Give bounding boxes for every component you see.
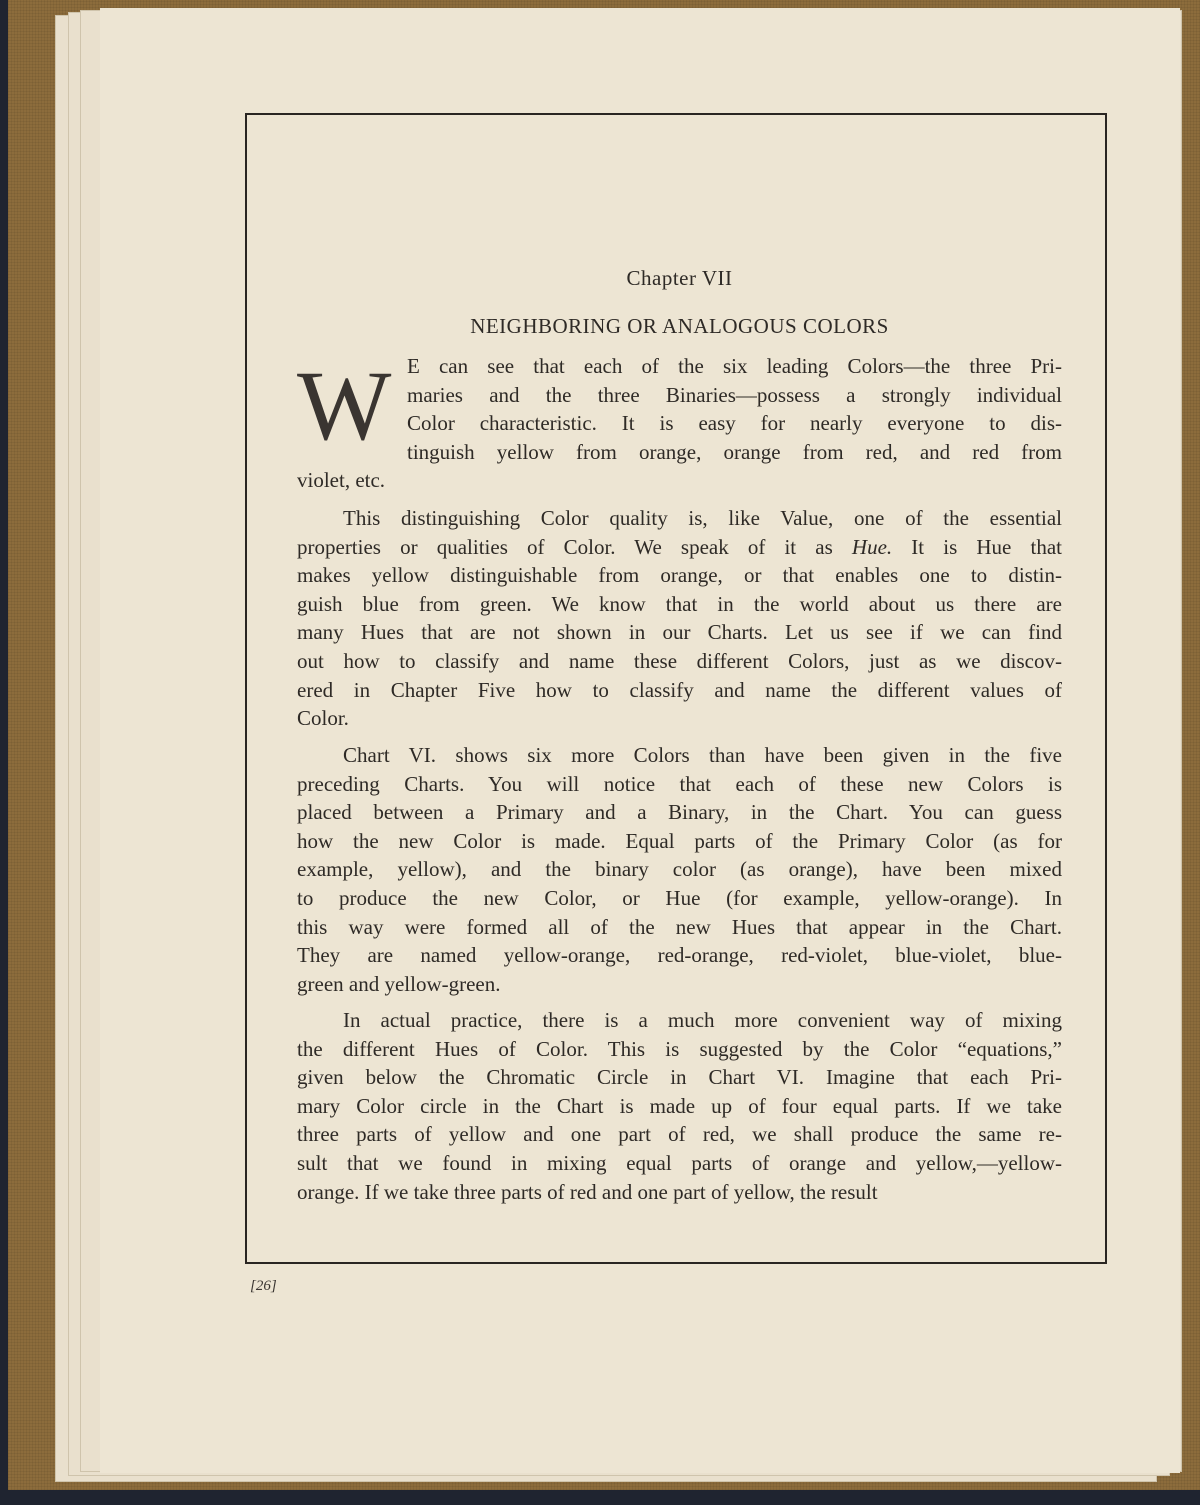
text-line: preceding Charts. You will notice that each of these new Colors is	[297, 771, 1062, 796]
text-line: out how to classify and name these different Colors, just as we discov-	[297, 649, 1062, 673]
text-line: example, yellow), and the binary color (as orange), have been mixed	[297, 857, 1062, 882]
text-line: guish blue from green. We know that in the world about us there are	[297, 591, 1062, 616]
text-line: E can see that each of the six leading Colors—the three Pri-	[407, 354, 1062, 378]
text-line: makes yellow distinguishable from orange, or that enables one to distin-	[297, 563, 1062, 588]
text-line: Chart VI. shows six more Colors than have been given in the five	[343, 743, 1062, 767]
text-line: placed between a Primary and a Binary, in the Chart. You can guess	[297, 800, 1062, 825]
chapter-title: NEIGHBORING OR ANALOGOUS COLORS	[470, 314, 889, 338]
text-line: This distinguishing Color quality is, like Value, one of the essential	[343, 506, 1062, 530]
text-line: how the new Color is made. Equal parts of the Primary Color (as for	[297, 828, 1062, 853]
page-number: [26]	[250, 1278, 277, 1294]
text-line: orange. If we take three parts of red and one part of yellow, the result	[297, 1179, 878, 1204]
text-line: In actual practice, there is a much more convenient way of mixing	[343, 1008, 1062, 1032]
text-line: the different Hues of Color. This is suggested by the Color “equations,”	[297, 1036, 1062, 1061]
text-line: violet, etc.	[297, 468, 386, 493]
drop-cap: W	[297, 350, 392, 461]
text-line: Color.	[297, 706, 349, 731]
text-line: mary Color circle in the Chart is made up of four equal parts. If we take	[297, 1093, 1062, 1118]
text-line: tinguish yellow from orange, orange from red, and red from	[407, 439, 1062, 464]
text-line: maries and the three Binaries—possess a strongly individual	[407, 382, 1062, 407]
text-line: to produce the new Color, or Hue (for example, yellow-orange). In	[297, 886, 1062, 910]
text-line: properties or qualities of Color. We speak of it as Hue. It is Hue that	[297, 534, 1062, 559]
book-page	[100, 8, 1180, 1473]
text-line: many Hues that are not shown in our Charts. Let us see if we can find	[297, 620, 1062, 645]
chapter-label: Chapter VII	[626, 266, 733, 290]
text-line: given below the Chromatic Circle in Chart VI. Imagine that each Pri-	[297, 1065, 1062, 1090]
text-line: three parts of yellow and one part of red, we shall produce the same re-	[297, 1122, 1062, 1147]
text-line: green and yellow-green.	[297, 971, 501, 996]
text-line: this way were formed all of the new Hues that appear in the Chart.	[297, 914, 1062, 939]
text-line: ered in Chapter Five how to classify and name the different values of	[297, 677, 1062, 702]
text-line: sult that we found in mixing equal parts of orange and yellow,—yellow-	[297, 1151, 1062, 1175]
text-line: Color characteristic. It is easy for nearly everyone to dis-	[407, 411, 1062, 436]
text-line: They are named yellow-orange, red-orange, red-violet, blue-violet, blue-	[297, 943, 1062, 968]
